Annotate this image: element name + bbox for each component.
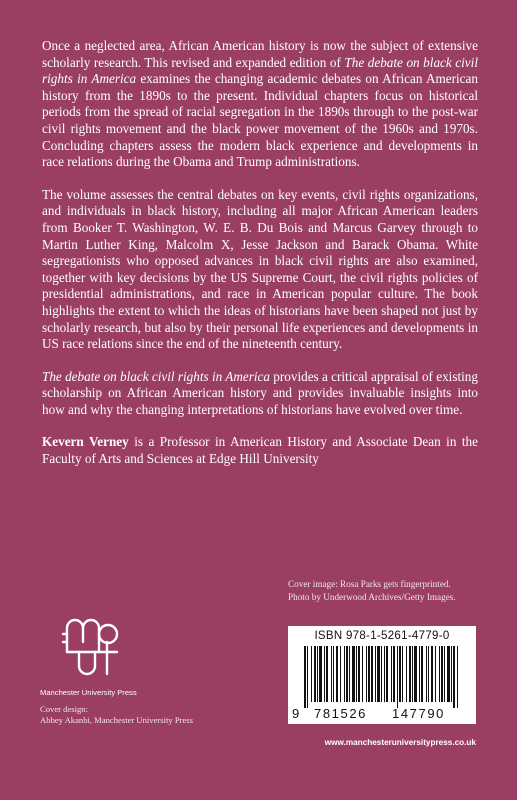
barcode-bar xyxy=(331,646,332,702)
barcode-bar xyxy=(314,646,316,702)
barcode-bar xyxy=(426,646,427,702)
barcode-bar xyxy=(386,646,388,702)
barcode-bar xyxy=(381,646,382,702)
barcode-bar xyxy=(326,646,328,702)
barcode-bar xyxy=(324,646,325,702)
barcode-bar xyxy=(419,646,420,702)
barcode-bar xyxy=(349,646,350,702)
mup-logo-icon xyxy=(57,612,127,682)
blurb-paragraph-1: Once a neglected area, African American history is now the subject of extensive scholarly research. This revised and expanded edition of The debate on black civil rights in America examines the changing academic debates on African American history from the 1890s to the present. Individual chapters focus on historical periods from the spread of racial segregation in the 1890s through to the post-war civil rights movement and the black power movement of the 1960s and 1970s. Concluding chapters assess the modern black experience and developments in race relations during the Obama and Trump administrations. xyxy=(42,38,478,170)
author-bio: Kevern Verney is a Professor in American History and Associate Dean in the Faculty of Arts and Sciences at Edge Hill University xyxy=(42,434,478,467)
barcode-bar xyxy=(358,646,360,702)
back-cover-blurb xyxy=(42,38,478,484)
cover-image-credit: Cover image: Rosa Parks gets fingerprinted. Photo by Underwood Archives/Getty Images. xyxy=(288,579,456,602)
barcode-bar xyxy=(391,646,392,702)
barcode-bar xyxy=(352,646,355,702)
cover-design-credit xyxy=(40,704,260,726)
blurb-paragraph-3: The debate on black civil rights in America provides a critical appraisal of existing scholarship on African American history and provides invaluable insights into how and why the changing interpretations of historians have evolved over time. xyxy=(42,368,478,417)
barcode-bar xyxy=(384,646,385,702)
barcode-bar xyxy=(451,646,452,702)
barcode-bar xyxy=(317,646,318,702)
barcode-bar xyxy=(439,646,440,702)
author-name: Kevern Verney xyxy=(42,434,129,450)
barcode-bar xyxy=(441,646,443,702)
cover-design-label: Cover design: xyxy=(40,704,88,714)
publisher-name: Manchester University Press xyxy=(40,688,137,697)
barcode-bar xyxy=(421,646,423,702)
barcode-bar xyxy=(377,646,380,702)
barcode-digits xyxy=(288,706,476,722)
barcode-bar xyxy=(406,646,407,702)
barcode-bar xyxy=(340,646,341,702)
barcode-bar xyxy=(453,646,455,708)
barcode-bar xyxy=(333,646,334,702)
barcode-bar xyxy=(346,646,348,702)
barcode-bar xyxy=(435,646,436,702)
barcode-bar xyxy=(366,646,367,702)
barcode-bar xyxy=(371,646,373,702)
barcode-bar xyxy=(414,646,417,702)
barcode-bars xyxy=(302,646,462,708)
barcode-first-digit: 9 xyxy=(292,706,300,721)
barcode-right-group: 147790 xyxy=(392,706,445,721)
barcode-bar xyxy=(397,646,398,708)
barcode-bar xyxy=(368,646,370,702)
barcode-bar xyxy=(428,646,429,702)
barcode-bar xyxy=(344,646,345,702)
barcode-bar xyxy=(336,646,338,702)
barcode-bar xyxy=(402,646,403,702)
barcode-bar xyxy=(307,646,308,708)
barcode-bar xyxy=(457,646,458,708)
publisher-website: www.manchesteruniversitypress.co.uk xyxy=(324,738,476,747)
barcode-bar xyxy=(304,646,306,708)
barcode-bar xyxy=(447,646,450,702)
barcode-bar xyxy=(399,646,401,702)
isbn-number: ISBN 978-1-5261-4779-0 xyxy=(314,630,450,642)
cover-designer: Abbey Akanbi, Manchester University Press xyxy=(40,715,193,725)
book-title: The debate on black civil rights in America xyxy=(42,54,478,87)
barcode-bar xyxy=(362,646,363,702)
barcode-left-group: 781526 xyxy=(314,706,367,721)
barcode-bar xyxy=(375,646,376,702)
barcode-bar xyxy=(409,646,411,702)
barcode-bar xyxy=(431,646,433,702)
barcode-bar xyxy=(393,646,395,702)
barcode-bar xyxy=(319,646,322,702)
barcode xyxy=(288,626,476,724)
barcode-bar xyxy=(311,646,312,702)
barcode-bar xyxy=(444,646,445,702)
blurb-paragraph-2: The volume assesses the central debates on key events, civil rights organizations, and individuals in black history, including all major African American leaders from Booker T. Washington, W. E. B. Du Bois and Marcus Garvey through to Martin Luther King, Malcolm X, Jesse Jackson and Barack Obama. White segregationists who opposed advances in black civil rights are also examined, together with key decisions by the US Supreme Court, the civil rights policies of presidential administrations, and race in American popular culture. The book highlights the extent to which the ideas of historians have been shaped not just by scholarly research, but also by their personal life experiences and developments in US race relations since the end of the nineteenth century. xyxy=(42,186,478,352)
barcode-bar xyxy=(412,646,413,702)
barcode-bar xyxy=(356,646,357,702)
book-title: The debate on black civil rights in America xyxy=(42,368,270,384)
